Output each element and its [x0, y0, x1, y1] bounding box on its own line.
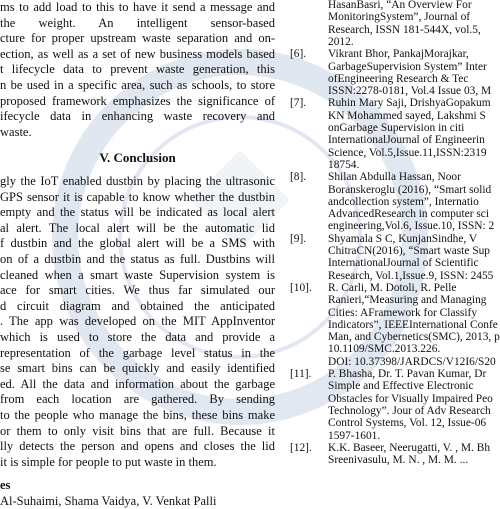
body-text-line: to the people who manage the bins, these bins make [0, 407, 275, 422]
body-text-line: from each location are gathered. By sending [0, 392, 275, 407]
reference-text: KN Mohammed sayed, Lakshmi S [328, 109, 486, 122]
reference-text: HasanBasri, “An Overview For [328, 0, 472, 11]
body-text-line: or them to only visit bins that are full. Because it [0, 423, 275, 438]
reference-text: Boranskeroglu (2016), “Smart solid [328, 183, 492, 196]
reference-number: [12]. [290, 441, 312, 454]
body-text-line: which is used to store the data and provide a [0, 329, 275, 344]
reference-text: 2012. [328, 35, 354, 48]
body-text-line: ed. All the data and information about the garbage [0, 376, 275, 391]
section-heading: V. Conclusion [99, 150, 176, 166]
reference-text: ISSN:2278-0181, Vol.4 Issue 03, M [328, 85, 492, 98]
body-text-line: . The app was developed on the MIT AppInventor [0, 314, 275, 329]
reference-text: engineering,Vol.6, Issue.10, ISSN: 2 [328, 220, 495, 233]
reference-text: Shilan Abdulla Hassan, Noor [328, 171, 461, 184]
reference-text: Man, and Cybernetics(SMC), 2013, p [328, 331, 500, 344]
reference-number: [10]. [290, 281, 312, 294]
body-text-line: representation of the garbage level status in the [0, 345, 275, 360]
body-text-line: lly detects the person and opens and closes the lid [0, 439, 275, 454]
reference-text: Control Systems, Vol. 12, Issue-06 [328, 417, 487, 430]
body-text-line: al alert. The local alert will be the automatic lid [0, 220, 275, 235]
reference-text: InternationalJournal of Scientific [328, 257, 479, 270]
reference-text: 10.1109/SMC.2013.226. [328, 343, 441, 356]
reference-text: Sreenivasulu, M. N. , M. M. ... [328, 454, 469, 467]
reference-text: Ruhin Mary Saji, DrishyaGopakum [328, 97, 491, 110]
reference-text: Technology”. Jour of Adv Research [328, 404, 491, 417]
body-text-line: f dustbin and the global alert will be a SMS with [0, 236, 275, 251]
body-text-line: on of a dustbin and the status as full. Dustbins will [0, 251, 275, 266]
reference-text: MonitoringSystem”, Journal of [328, 11, 471, 24]
reference-text: DOI: 10.37398/JARDCS/V12I6/S20 [328, 355, 496, 368]
body-text-line: ace for smart cities. We thus far simulated our [0, 283, 275, 298]
body-text-line: n be used in a specific area, such as schools, to store [0, 78, 275, 92]
reference-text: P. Bhasha, Dr. T. Pavan Kumar, Dr [328, 368, 487, 380]
reference-number: [6]. [290, 48, 307, 61]
reference-text: GarbageSupervision System” Inter [328, 60, 487, 73]
reference-line [290, 452, 474, 468]
body-text-line: t lifecycle data to prevent waste generation, this [0, 62, 275, 77]
reference-text: Cities: AFramework for Classify [328, 306, 478, 319]
reference-text: Research, Vol.1,Issue.9, ISSN: 2455 [328, 269, 494, 282]
reference-text: ChitraCN(2016), “Smart waste Sup [328, 245, 490, 257]
body-text-line: d circuit diagram and obtained the anticipated [0, 298, 275, 313]
reference-text: ofEngineering Research & Tec [328, 72, 469, 85]
reference-text: Vikrant Bhor, PankajMorajkar, [328, 48, 469, 61]
reference-text: 1597-1601. [328, 429, 381, 442]
body-text-line: waste. [0, 124, 32, 139]
reference-text: Indicators”, IEEEInternational Confe [328, 318, 498, 331]
reference-text: InternationalJournal of Engineerin [328, 134, 485, 147]
references-heading: es [0, 478, 11, 493]
body-text-line: the weight. An intelligent sensor-based [0, 15, 275, 30]
reference-text: K.K. Baseer, Neerugatti, V. , M. Bh [328, 441, 491, 454]
body-text-line: ifecycle data in enhancing waste recovery and [0, 109, 275, 124]
body-text-line: GPS sensor it is capable to know whether the dustbin [0, 189, 275, 204]
reference-text: Science, Vol.5,Issue.11,ISSN:2319 [328, 146, 487, 159]
reference-text: R. Carli, M. Dotoli, R. Pelle [328, 281, 457, 294]
body-text-line: gly the IoT enabled dustbin by placing the ultrasonic [0, 173, 275, 188]
reference-text: onGarbage Supervision in citi [328, 122, 465, 134]
body-text-line: ection, as well as a set of new business models based [0, 46, 275, 61]
body-text-line: empty and the status will be indicated as local alert [0, 205, 275, 220]
reference-text: 18754. [328, 158, 360, 171]
reference-number: [7]. [290, 97, 307, 110]
body-text-line: se smart bins can be quickly and easily identified [0, 361, 275, 376]
body-text-line: cleaned when a smart waste Supervision system is [0, 267, 275, 282]
reference-number: [8]. [290, 171, 307, 184]
reference-text: Ranieri,“Measuring and Managing [328, 294, 487, 307]
body-text-line: it is simple for people to put waste in them. [0, 454, 217, 469]
reference-text: Shyamala S C, KunjanSindhe, V [328, 232, 478, 245]
reference-text: Research, ISSN 181-544X, vol.5, [328, 23, 481, 36]
body-text-line: ms to add load to this to have it send a message and [0, 0, 275, 14]
body-text-line: proposed framework emphasizes the significance of [0, 93, 275, 108]
reference-number: [9]. [290, 232, 307, 245]
references-column [290, 0, 500, 474]
reference-text: AdvancedResearch in computer sci [328, 208, 489, 221]
reference-text: Simple and Effective Electronic [328, 380, 474, 393]
reference-text: Obstacles for Visually Impaired Peo [328, 392, 493, 405]
reference-number: [11]. [290, 368, 312, 380]
reference-text: andcollection system”, Internatio [328, 195, 479, 208]
body-text-line: cture for proper upstream waste separation and on- [0, 31, 275, 46]
body-text-line: Al-Suhaimi, Shama Vaidya, V. Venkat Palli [0, 493, 217, 508]
